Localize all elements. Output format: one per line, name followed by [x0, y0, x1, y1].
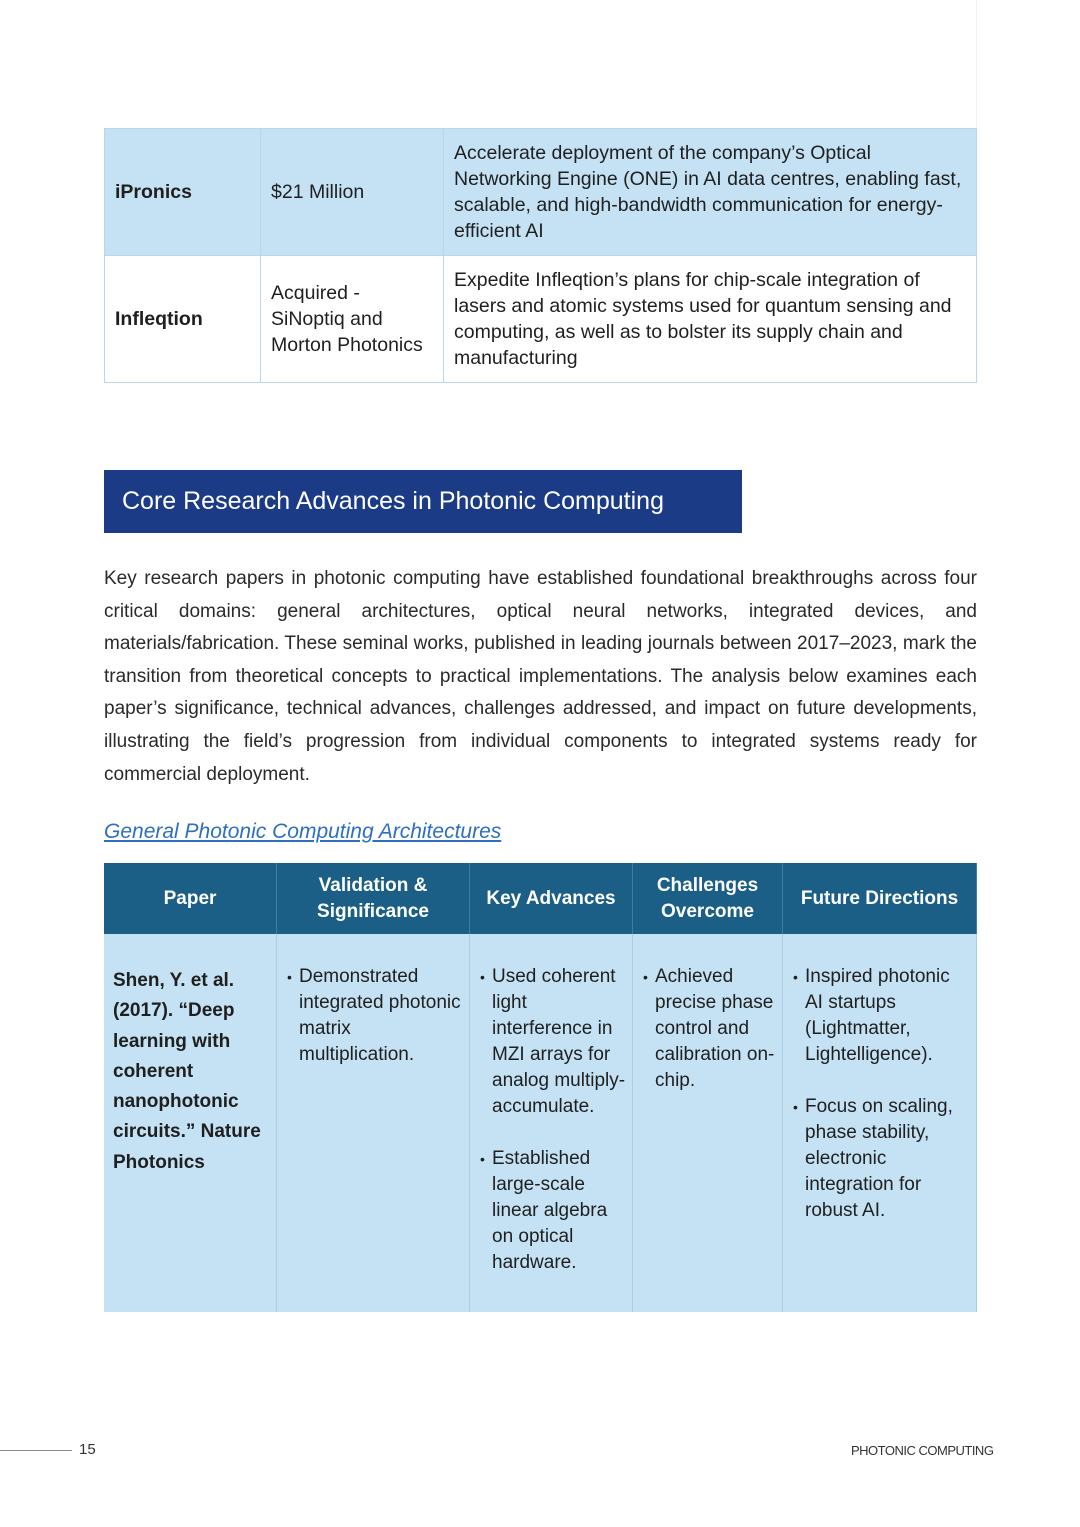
header-advances: Key Advances	[470, 863, 633, 934]
bullet-item: • Focus on scaling, phase stability, electronic integration for robust AI.	[805, 1094, 970, 1224]
header-validation: Validation & Significance	[277, 863, 470, 934]
company-cell: Infleqtion	[105, 256, 261, 383]
table-row	[105, 256, 977, 383]
bullet-item: • Demonstrated integrated photonic matrix multiplication.	[299, 964, 463, 1068]
bullet-item: • Established large-scale linear algebra on optical hardware.	[492, 1146, 626, 1276]
challenges-cell	[633, 934, 783, 1312]
margin-rule	[976, 0, 977, 128]
bullet-item: • Used coherent light interference in MZI arrays for analog multiply-accumulate.	[492, 964, 626, 1120]
funding-table	[104, 128, 977, 383]
validation-cell	[277, 934, 470, 1312]
purpose-cell: Expedite Infleqtion’s plans for chip-scale integration of lasers and atomic systems used for quantum sensing and computing, as well as to bolster its supply chain and manufacturing	[444, 256, 977, 383]
footer-rule	[0, 1450, 72, 1451]
deal-cell: Acquired - SiNoptiq and Morton Photonics	[261, 256, 444, 383]
page-number: 15	[79, 1441, 96, 1458]
table-row	[105, 129, 977, 256]
bullet-item: • Inspired photonic AI startups (Lightmatter, Lightelligence).	[805, 964, 970, 1068]
header-row	[104, 863, 977, 934]
future-cell	[783, 934, 977, 1312]
paper-citation: Shen, Y. et al. (2017). “Deep learning with coherent nanophotonic circuits.” Nature Photonics	[104, 934, 277, 1312]
footer-title: PHOTONIC COMPUTING	[851, 1443, 994, 1458]
subsection-link[interactable]: General Photonic Computing Architectures	[104, 820, 502, 843]
company-cell: iPronics	[105, 129, 261, 256]
deal-cell: $21 Million	[261, 129, 444, 256]
header-future: Future Directions	[783, 863, 977, 934]
section-heading: Core Research Advances in Photonic Computing	[104, 470, 742, 533]
header-paper: Paper	[104, 863, 277, 934]
papers-table	[104, 863, 977, 1312]
table-row	[104, 934, 977, 1312]
bullet-item: • Achieved precise phase control and calibration on-chip.	[655, 964, 776, 1094]
advances-cell	[470, 934, 633, 1312]
purpose-cell: Accelerate deployment of the company’s Optical Networking Engine (ONE) in AI data centres, enabling fast, scalable, and high-bandwidth communication for energy-efficient AI	[444, 129, 977, 256]
intro-paragraph: Key research papers in photonic computing have established foundational breakthroughs across four critical domains: general architectures, optical neural networks, integrated devices, and materials/fabrication. These seminal works, published in leading journals between 2017–2023, mark the transition from theoretical concepts to practical implementations. The analysis below examines each paper’s significance, technical advances, challenges addressed, and impact on future developments, illustrating the field’s progression from individual components to integrated systems ready for commercial deployment.	[104, 568, 977, 785]
header-challenges: Challenges Overcome	[633, 863, 783, 934]
